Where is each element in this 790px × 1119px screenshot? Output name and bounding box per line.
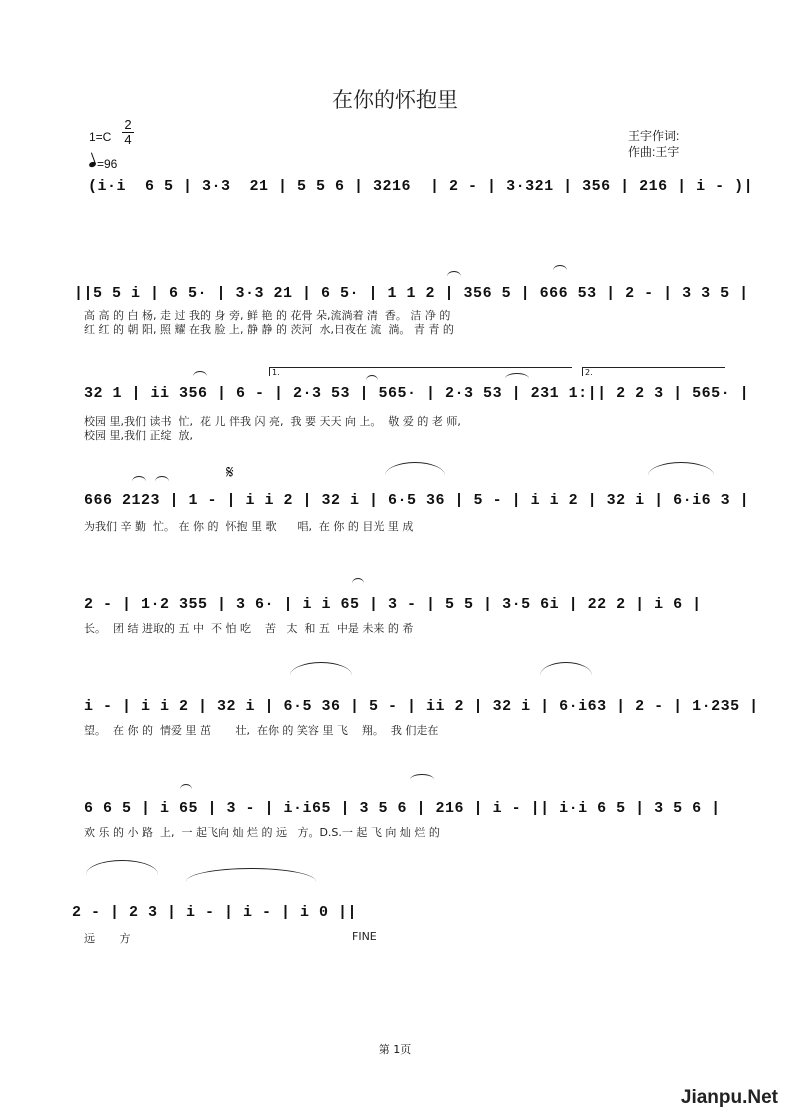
lyrics-verse-2: 校园 里,我们 正绽 放, <box>84 429 193 442</box>
lyrics-verse-1: 为我们 辛 勤 忙。 在 你 的 怀抱 里 歌 唱, 在 你 的 目光 里 成 <box>84 520 414 533</box>
tempo-marking <box>89 156 117 172</box>
credits <box>628 128 679 160</box>
notes-line: 6 6 5 | i 65 | 3 - | i·i65 | 3 5 6 | 216 | i - || i·i 6 5 | 3 5 6 | <box>84 800 721 817</box>
tempo-value: =96 <box>97 157 118 171</box>
slur-mark <box>290 662 352 689</box>
key-signature: 1=C <box>89 130 112 144</box>
fine-marking: FINE <box>352 930 377 943</box>
lyrics-verse-1: 远 方 <box>84 932 131 945</box>
page-number: 第 1页 <box>378 1043 412 1056</box>
slur-mark <box>186 868 316 895</box>
lyrics-verse-1: 高 高 的 白 杨, 走 过 我的 身 旁, 鲜 艳 的 花骨 朵,流淌着 清 香。 洁 净 的 <box>84 309 451 322</box>
slur-mark <box>86 860 158 889</box>
site-watermark: Jianpu.Net <box>680 1087 778 1108</box>
volta-second-ending: 2. <box>582 367 725 376</box>
slur-mark <box>447 271 461 282</box>
slur-mark <box>648 462 714 489</box>
slur-mark <box>410 774 434 785</box>
composer-credit: 作曲:王宇 <box>628 145 680 159</box>
lyricist-credit: 王宇作词: <box>628 129 680 143</box>
notes-line: 2 - | 1·2 355 | 3 6· | i i 65 | 3 - | 5 5 | 3·5 6i | 22 2 | i 6 | <box>84 596 702 613</box>
song-title: 在你的怀抱里 <box>332 88 458 112</box>
notes-line: ||5 5 i | 6 5· | 3·3 21 | 6 5· | 1 1 2 | 356 5 | 666 53 | 2 - | 3 3 5 | <box>74 285 749 302</box>
time-signature-bottom: 4 <box>122 132 134 147</box>
notes-line: 2 - | 2 3 | i - | i - | i 0 || <box>72 904 358 921</box>
lyrics-verse-1: 校园 里,我们 读书 忙, 花 儿 伴我 闪 亮, 我 要 天天 向 上。 敬 爱 的 老 师, <box>84 415 461 428</box>
slur-mark <box>155 476 169 487</box>
slur-mark <box>132 476 146 487</box>
lyrics-verse-2: 红 红 的 朝 阳, 照 耀 在我 脸 上, 静 静 的 茨河 水,日夜在 流 淌。 青 青 的 <box>84 323 454 336</box>
notes-line: (i·i 6 5 | 3·3 21 | 5 5 6 | 3216 | 2 - | 3·321 | 356 | 216 | i - )| <box>88 178 754 195</box>
lyrics-verse-1: 长。 团 结 进取的 五 中 不 怕 吃 苦 太 和 五 中是 未来 的 希 <box>84 622 414 635</box>
slur-mark <box>553 265 567 276</box>
notes-line: i - | i i 2 | 32 i | 6·5 36 | 5 - | ii 2 | 32 i | 6·i63 | 2 - | 1·235 | <box>84 698 759 715</box>
lyrics-verse-1: 望。 在 你 的 情爱 里 茁 壮, 在你 的 笑容 里 飞 翔。 我 们走在 <box>84 724 439 737</box>
time-signature <box>122 118 134 147</box>
lyrics-verse-1: 欢 乐 的 小 路 上, 一 起飞向 灿 烂 的 远 方。D.S.一 起 飞 向 灿 烂 的 <box>84 826 440 839</box>
slur-mark <box>540 662 592 689</box>
time-signature-top: 2 <box>124 117 132 132</box>
segno-sign: 𝄋 <box>226 462 234 483</box>
notes-line: 32 1 | ii 356 | 6 - | 2·3 53 | 565· | 2·3 53 | 231 1:|| 2 2 3 | 565· | <box>84 385 750 402</box>
slur-mark <box>180 784 192 795</box>
quarter-note-icon <box>88 161 96 168</box>
slur-mark <box>505 373 529 384</box>
slur-mark <box>352 578 364 589</box>
slur-mark <box>193 371 207 382</box>
notes-line: 666 2123 | 1 - | i i 2 | 32 i | 6·5 36 | 5 - | i i 2 | 32 i | 6·i6 3 | <box>84 492 750 509</box>
slur-mark <box>385 462 445 489</box>
volta-first-ending: 1. <box>269 367 572 376</box>
